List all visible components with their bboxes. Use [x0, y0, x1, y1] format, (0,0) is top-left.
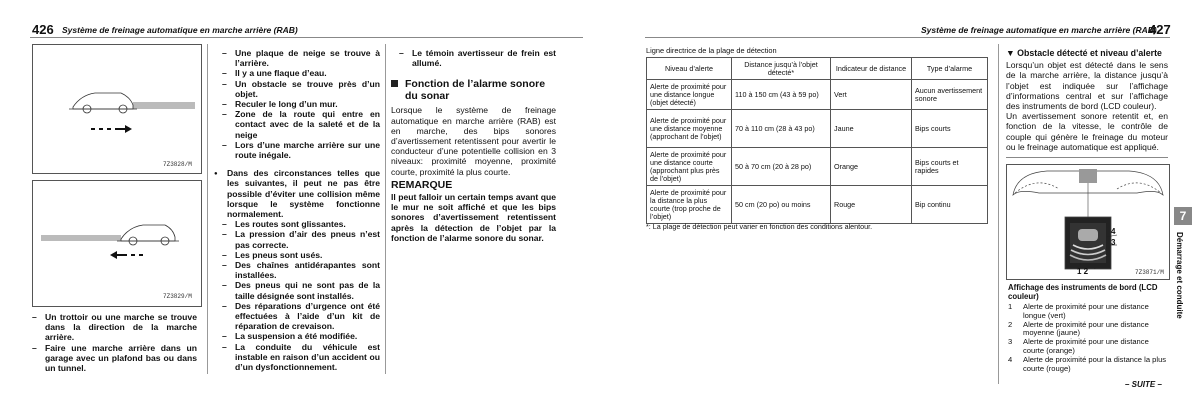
table-row	[647, 110, 988, 148]
list-item: – Reculer le long d’un mur.	[222, 99, 380, 109]
square-bullet-icon	[391, 80, 398, 87]
table-caption: Ligne directrice de la plage de détection	[646, 46, 777, 55]
list-item: – Un obstacle se trouve près d’un objet.	[222, 79, 380, 99]
section-heading	[391, 78, 556, 102]
list-item: – Des pneus qui ne sont pas de la taille désignée sont installés.	[222, 280, 380, 300]
section-title: Fonction de l’alarme sonore du sonar	[405, 78, 546, 103]
right-column-rule	[1006, 157, 1168, 158]
detection-range-table	[646, 57, 988, 224]
list-item: – La pression d’air des pneus n’est pas correcte.	[222, 229, 380, 249]
chapter-label: Démarrage et conduite	[1175, 232, 1184, 319]
figure-label-3: 3	[1111, 238, 1116, 247]
table-cell: Bips courts	[912, 110, 988, 148]
figure-code-2: 7Z3829/M	[163, 293, 192, 300]
column-divider	[998, 44, 999, 384]
car-reversing-illustration-2	[33, 181, 201, 306]
remark-body: Il peut falloir un certain temps avant que le mur ne soit affiché et que les bips sonores d’avertissement retentissent après la détection de l’objet par la fonction de l’alarme sonore du sonar.	[391, 192, 556, 243]
table-cell: Jaune	[831, 110, 912, 148]
table-cell: 70 à 110 cm (28 à 43 po)	[732, 110, 831, 148]
legend-item: 4 Alerte de proximité pour la distance la plus courte (rouge)	[1008, 354, 1167, 373]
list-item: – Une plaque de neige se trouve à l’arrière.	[222, 48, 380, 68]
table-cell: 50 à 70 cm (20 à 28 po)	[732, 148, 831, 186]
table-cell: Alerte de proximité pour une distance longue (objet détecté)	[647, 80, 732, 110]
figure-label-1-2: 1 2	[1077, 267, 1089, 276]
list-item: – Des chaînes antidérapantes sont installées.	[222, 260, 380, 280]
table-header-row	[647, 58, 988, 80]
left-page-number: 426	[32, 22, 54, 37]
table-row	[647, 186, 988, 224]
legend-item: 1 Alerte de proximité pour une distance longue (vert)	[1008, 302, 1149, 320]
obstacle-body: Lorsqu’un objet est détecté dans le sens de la marche arrière, la distance jusqu’à l’objet est indiquée sur l’affichage d’informations central et sur l’affichage des instruments de bord (LCD couleur).	[1006, 60, 1168, 112]
left-page-title: Système de freinage automatique en marche arrière (RAB)	[62, 25, 298, 35]
right-page-number: 427	[1149, 22, 1171, 37]
table-footnote: *: La plage de détection peut varier en fonction des conditions alentour.	[646, 222, 873, 231]
table-row	[647, 80, 988, 110]
table-cell: Bip continu	[912, 186, 988, 224]
left-column-1	[32, 312, 197, 373]
right-header-rule	[645, 37, 1170, 38]
list-item: – La conduite du véhicule est instable en raison d’un accident ou d’un dysfonctionnement.	[222, 342, 380, 373]
table-cell: 50 cm (20 po) ou moins	[732, 186, 831, 224]
remark-heading: REMARQUE	[391, 178, 453, 191]
bullet-paragraph: ● Dans des circonstances telles que les suivantes, il peut ne pas être possible d’éviter une collision même lorsque le système fonctionne normalement.	[214, 168, 380, 219]
list-item: – Les pneus sont usés.	[222, 250, 380, 260]
figure-caption: Affichage des instruments de bord (LCD couleur)	[1008, 283, 1158, 301]
column-divider	[385, 44, 386, 374]
list-item: – Les routes sont glissantes.	[222, 219, 380, 229]
car-reversing-illustration-1	[33, 45, 201, 173]
list-item: – Faire une marche arrière dans un garage avec un plafond bas ou dans un tunnel.	[32, 343, 197, 374]
obstacle-body-2: Un avertissement sonore retentit et, en fonction de la vitesse, le contrôle de couple qui génère le freinage du moteur ou le freinage automatique est appliqué.	[1006, 111, 1168, 152]
table-cell: Vert	[831, 80, 912, 110]
reverse-figure-1	[32, 44, 202, 174]
table-cell: Bips courts et rapides	[912, 148, 988, 186]
table-cell: Rouge	[831, 186, 912, 224]
continued-marker: – SUITE –	[1125, 380, 1162, 389]
triangle-down-icon: ▼	[1006, 48, 1015, 58]
right-page-title: Système de freinage automatique en marche arrière (RAB)	[921, 25, 1157, 35]
table-header: Niveau d’alerte	[647, 58, 732, 80]
figure-label-4: 4	[1111, 227, 1116, 236]
table-header: Distance jusqu’à l’objet détecté*	[732, 58, 831, 80]
table-cell: Alerte de proximité pour une distance courte (approchant plus près de l’objet)	[647, 148, 732, 186]
obstacle-heading	[1006, 48, 1168, 58]
instrument-cluster-figure	[1006, 164, 1170, 280]
section-body: Lorsque le système de freinage automatique en marche arrière (RAB) est en marche, des bips sonores d’avertissement retentissent pour avertir le conducteur d’une potentielle collision en 3 niveaux: proximité moyenne, proximité courte, proximité la plus courte.	[391, 105, 556, 177]
legend-item: 2 Alerte de proximité pour une distance moyenne (jaune)	[1008, 319, 1149, 338]
table-cell: Orange	[831, 148, 912, 186]
list-item: – Un trottoir ou une marche se trouve dans la direction de la marche arrière.	[32, 312, 197, 343]
table-row	[647, 148, 988, 186]
figure-code-1: 7Z3828/M	[163, 161, 192, 168]
left-column-2	[214, 48, 380, 372]
figure-code-3: 7Z3871/M	[1135, 269, 1164, 276]
legend-item: 3 Alerte de proximité pour une distance courte (orange)	[1008, 337, 1149, 355]
table-header: Type d’alarme	[912, 58, 988, 80]
list-item: – Le témoin avertisseur de frein est allumé.	[399, 48, 556, 68]
table-cell: Aucun avertissement sonore	[912, 80, 988, 110]
right-column	[1006, 48, 1168, 152]
table-cell: Alerte de proximité pour une distance moyenne (approchant de l’objet)	[647, 110, 732, 148]
chapter-tab: 7	[1174, 207, 1192, 225]
list-item: – Lors d’une marche arrière sur une route inégale.	[222, 140, 380, 160]
list-item: – Il y a une flaque d’eau.	[222, 68, 380, 78]
legend-list	[1008, 303, 1170, 373]
obstacle-title: Obstacle détecté et niveau d’alerte	[1017, 48, 1162, 58]
list-item: – La suspension a été modifiée.	[222, 331, 380, 341]
list-item: – Des réparations d’urgence ont été effectuées à l’aide d’un kit de réparation de crevaison.	[222, 301, 380, 332]
table-cell: Alerte de proximité pour la distance la plus courte (trop proche de l’objet)	[647, 186, 732, 224]
reverse-figure-2	[32, 180, 202, 307]
table-header: Indicateur de distance	[831, 58, 912, 80]
table-cell: 110 à 150 cm (43 à 59 po)	[732, 80, 831, 110]
left-header-rule	[30, 37, 583, 38]
instrument-cluster-illustration	[1007, 165, 1169, 279]
column-divider	[207, 44, 208, 374]
left-column-3	[391, 48, 556, 243]
list-item: – Zone de la route qui entre en contact avec de la saleté et de la neige	[222, 109, 380, 140]
